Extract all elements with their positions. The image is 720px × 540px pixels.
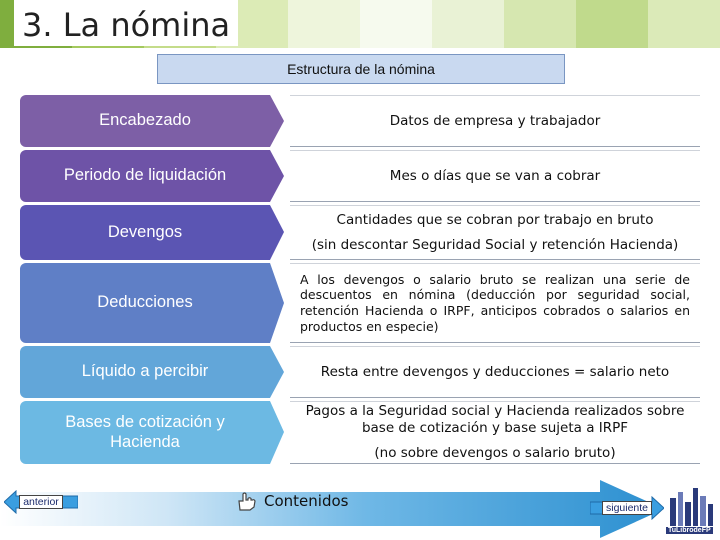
prev-button[interactable] bbox=[4, 490, 78, 514]
row-label-box bbox=[20, 346, 270, 398]
description-text: Cantidades que se cobran por trabajo en bruto bbox=[336, 211, 654, 228]
row-label: Periodo de liquidación bbox=[63, 166, 227, 185]
row-bases bbox=[20, 401, 700, 464]
description-text: Mes o días que se van a cobrar bbox=[389, 167, 601, 184]
header-square bbox=[648, 0, 720, 48]
structure-heading-label: Estructura de la nómina bbox=[287, 61, 435, 77]
header-square bbox=[504, 0, 576, 48]
page-title: 3. La nómina bbox=[22, 6, 231, 44]
row-label: Devengos bbox=[107, 222, 183, 241]
row-description bbox=[290, 150, 700, 202]
row-description bbox=[290, 95, 700, 147]
header-square bbox=[432, 0, 504, 48]
chevron-icon bbox=[270, 263, 284, 343]
row-label: Encabezado bbox=[99, 111, 191, 130]
description-text: Resta entre devengos y deducciones = salario neto bbox=[320, 363, 670, 380]
row-deducciones bbox=[20, 263, 700, 343]
chevron-icon bbox=[270, 346, 284, 398]
description-text: Datos de empresa y trabajador bbox=[389, 112, 601, 129]
contents-label: Contenidos bbox=[264, 492, 349, 510]
header-square bbox=[288, 0, 360, 48]
chevron-icon bbox=[270, 95, 284, 147]
row-label-box bbox=[20, 263, 270, 343]
chevron-icon bbox=[270, 401, 284, 464]
row-liquido bbox=[20, 346, 700, 398]
description-subtext: (no sobre devengos o salario bruto) bbox=[374, 444, 616, 461]
row-encabezado bbox=[20, 95, 700, 147]
chevron-icon bbox=[270, 205, 284, 260]
next-label: siguiente bbox=[602, 501, 652, 515]
row-description bbox=[290, 401, 700, 464]
chevron-icon bbox=[270, 150, 284, 202]
row-description bbox=[290, 205, 700, 260]
next-button[interactable] bbox=[590, 496, 664, 520]
row-label: Deducciones bbox=[97, 293, 193, 312]
row-label: Bases de cotización y Hacienda bbox=[65, 412, 225, 451]
row-label-box bbox=[20, 205, 270, 260]
row-label: Líquido a percibir bbox=[81, 362, 209, 381]
row-periodo bbox=[20, 150, 700, 202]
header-square bbox=[576, 0, 648, 48]
description-text: A los devengos o salario bruto se realizan una serie de descuentos en nómina (deducción por seguridad social, retención Hacienda o IRPF, anticipos cobrados o salarios en productos en especie) bbox=[300, 271, 690, 334]
brand-name: TuLibrodeFP bbox=[668, 527, 711, 534]
contents-link[interactable] bbox=[236, 490, 348, 512]
row-label-box bbox=[20, 401, 270, 464]
hand-pointer-icon bbox=[236, 490, 258, 512]
header-square bbox=[360, 0, 432, 48]
row-description bbox=[290, 346, 700, 398]
structure-heading bbox=[157, 54, 565, 84]
row-description bbox=[290, 263, 700, 343]
description-text: Pagos a la Seguridad social y Hacienda realizados sobre base de cotización y base sujeta a IRPF bbox=[305, 403, 685, 437]
row-label-box bbox=[20, 150, 270, 202]
row-label-box bbox=[20, 95, 270, 147]
description-subtext: (sin descontar Seguridad Social y retención Hacienda) bbox=[311, 236, 679, 253]
row-devengos bbox=[20, 205, 700, 260]
prev-label: anterior bbox=[19, 495, 63, 509]
